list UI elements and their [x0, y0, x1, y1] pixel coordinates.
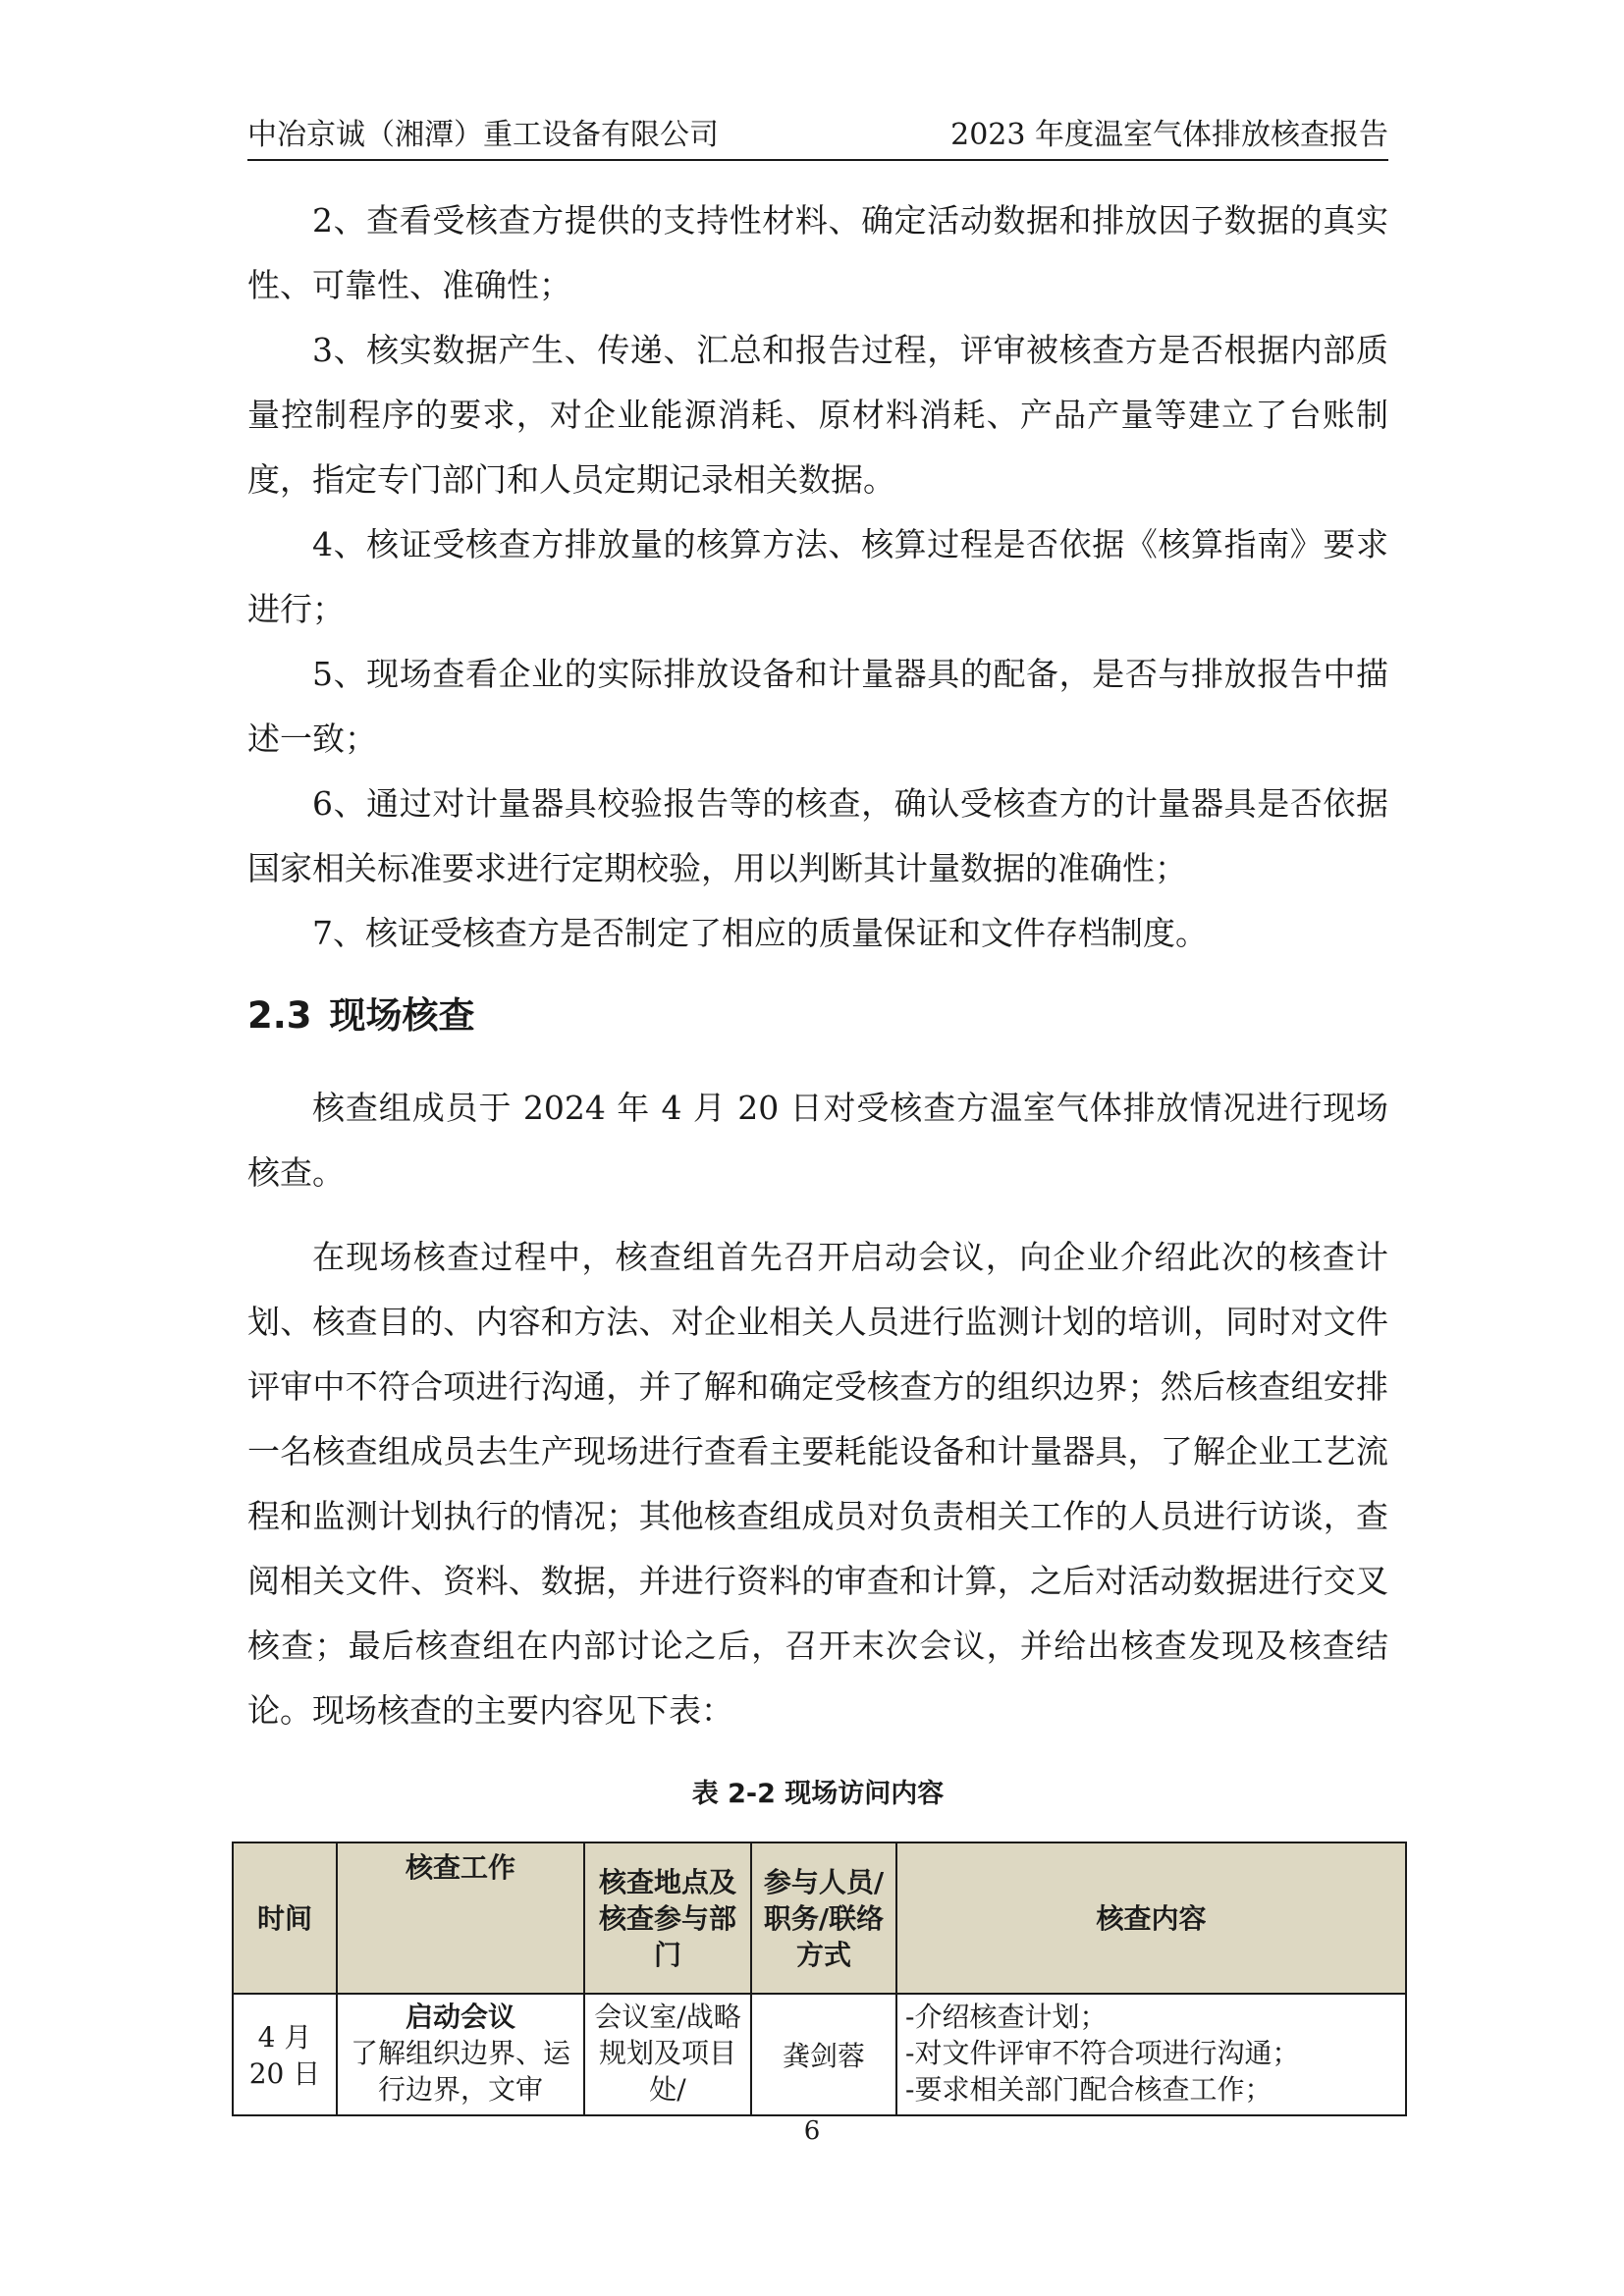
page-number: 6	[803, 2116, 821, 2146]
cell-work-desc: 了解组织边界、运行边界，文审	[350, 2037, 570, 2106]
header-company-name: 中冶京诚（湘潭）重工设备有限公司	[247, 118, 719, 152]
table-header-row	[233, 1842, 1406, 1994]
content-line: -要求相关部门配合核查工作；	[905, 2073, 1272, 2106]
content-line: -对文件评审不符合项进行沟通；	[905, 2037, 1300, 2069]
cell-location: 会议室/战略规划及项目处/	[584, 1994, 751, 2115]
table-caption: 表 2-2 现场访问内容	[691, 1779, 945, 1809]
section-number: 2.3	[247, 994, 312, 1037]
header-time: 时间	[233, 1842, 337, 1994]
table-row	[233, 1994, 1406, 2115]
content-line: -介绍核查计划；	[905, 2001, 1108, 2033]
header-location: 核查地点及核查参与部门	[584, 1842, 751, 1994]
page-body	[247, 188, 1388, 2116]
header-report-title: 2023 年度温室气体排放核查报告	[950, 118, 1388, 152]
paragraph-item-3: 3、核实数据产生、传递、汇总和报告过程，评审被核查方是否根据内部质量控制程序的要求，对企业能源消耗、原材料消耗、产品产量等建立了台账制度，指定专门部门和人员定期记录相关数据。	[247, 331, 1388, 499]
paragraph-item-2: 2、查看受核查方提供的支持性材料、确定活动数据和排放因子数据的真实性、可靠性、准确性；	[247, 201, 1388, 304]
section-title-text: 现场核查	[329, 994, 475, 1037]
cell-work	[337, 1994, 584, 2115]
header-people: 参与人员/职务/联络方式	[751, 1842, 896, 1994]
header-content: 核查内容	[896, 1842, 1406, 1994]
paragraph-item-7: 7、核证受核查方是否制定了相应的质量保证和文件存档制度。	[312, 914, 1208, 952]
section-paragraph-process: 在现场核查过程中，核查组首先召开启动会议，向企业介绍此次的核查计划、核查目的、内容和方法、对企业相关人员进行监测计划的培训，同时对文件评审中不符合项进行沟通，并了解和确定受核查方的组织边界；然后核查组安排一名核查组成员去生产现场进行查看主要耗能设备和计量器具，了解企业工艺流程和监测计划执行的情况；其他核查组成员对负责相关工作的人员进行访谈，查阅相关文件、资料、数据，并进行资料的审查和计算，之后对活动数据进行交叉核查；最后核查组在内部讨论之后，召开末次会议，并给出核查发现及核查结论。现场核查的主要内容见下表：	[247, 1238, 1388, 1730]
cell-people: 龚剑蓉	[751, 1994, 896, 2115]
section-heading	[247, 991, 1388, 1041]
page-header	[247, 112, 1388, 161]
paragraph-item-6: 6、通过对计量器具校验报告等的核查，确认受核查方的计量器具是否依据国家相关标准要求进行定期校验，用以判断其计量数据的准确性；	[247, 784, 1388, 887]
paragraph-item-4: 4、核证受核查方排放量的核算方法、核算过程是否依据《核算指南》要求进行；	[247, 525, 1388, 628]
cell-time: 4 月 20 日	[233, 1994, 337, 2115]
site-visit-table	[232, 1842, 1407, 2116]
header-work: 核查工作	[337, 1842, 584, 1994]
cell-work-title: 启动会议	[405, 2001, 515, 2033]
section-paragraph-date: 核查组成员于 2024 年 4 月 20 日对受核查方温室气体排放情况进行现场核查。	[247, 1089, 1388, 1192]
paragraph-item-5: 5、现场查看企业的实际排放设备和计量器具的配备，是否与排放报告中描述一致；	[247, 655, 1388, 758]
cell-content	[896, 1994, 1406, 2115]
